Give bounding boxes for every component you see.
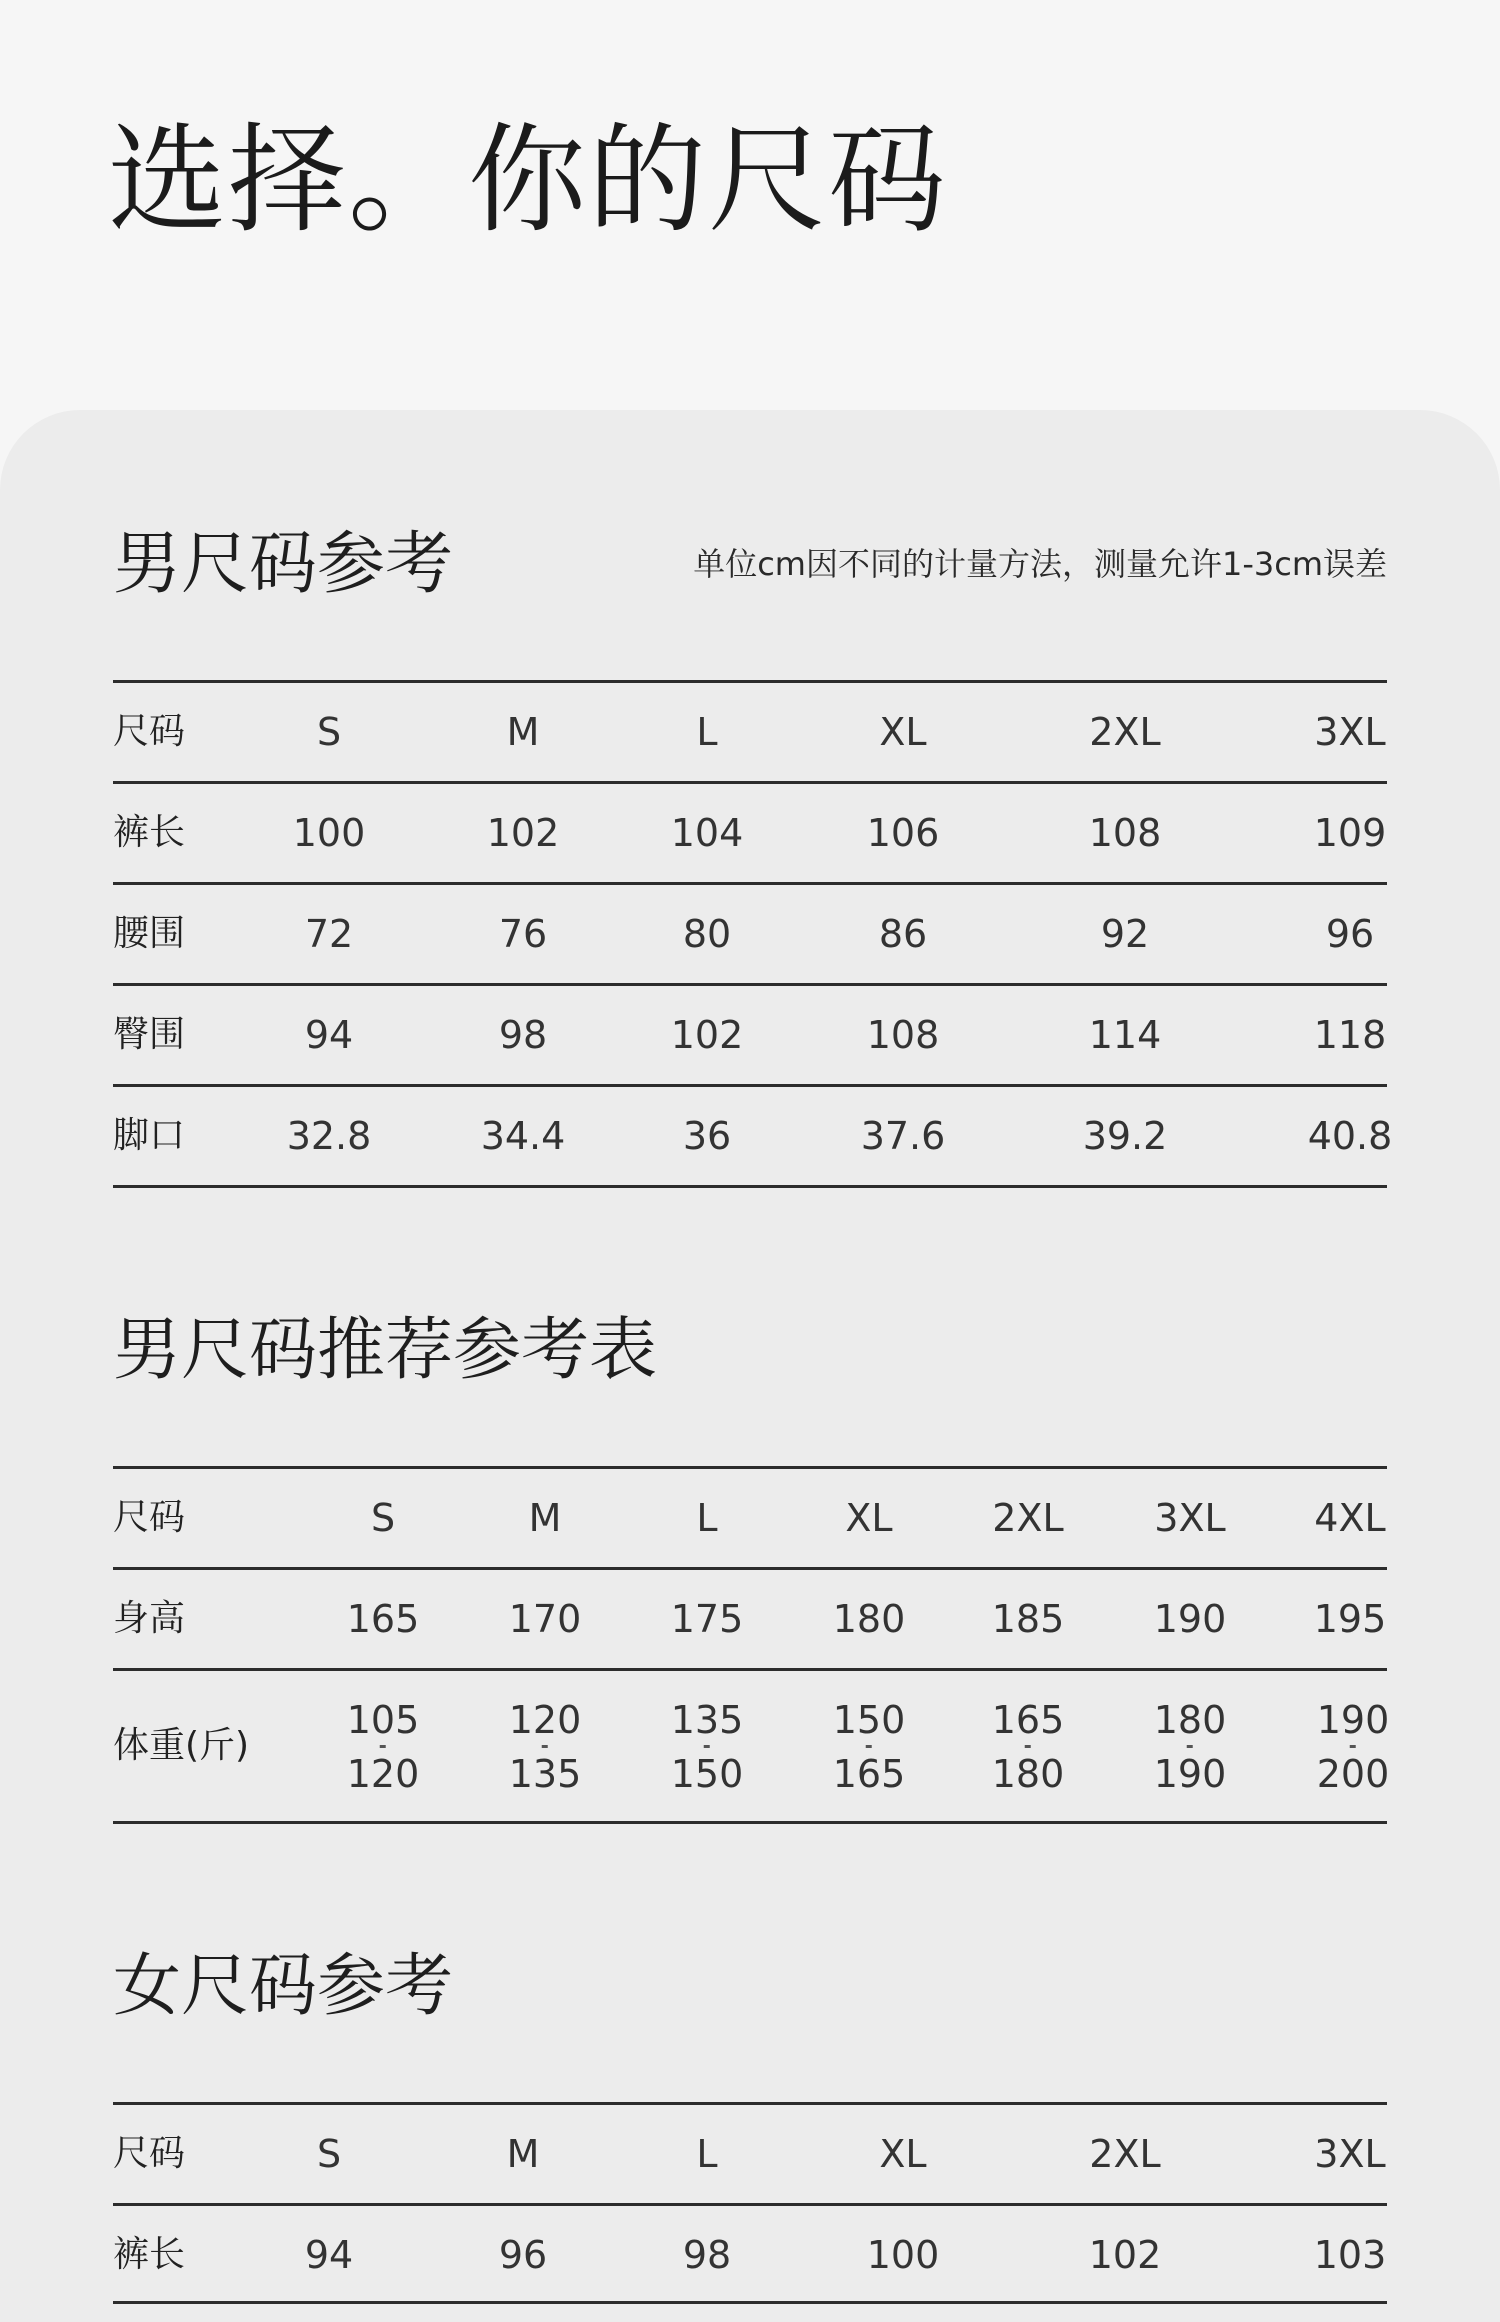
table-header-row bbox=[113, 2102, 1387, 2203]
weight-range bbox=[1154, 1693, 1227, 1801]
table-cell: 109 bbox=[1313, 811, 1387, 855]
table-cell: 195 bbox=[1313, 1597, 1387, 1641]
row-label: 腰围 bbox=[113, 913, 186, 954]
row-label: 脚口 bbox=[113, 1115, 186, 1156]
women-size-title: 女尺码参考 bbox=[113, 1947, 454, 2026]
header-size-m: M bbox=[506, 2132, 540, 2176]
range-dash bbox=[542, 1745, 548, 1748]
page-headline: 选择。你的尺码 bbox=[108, 111, 949, 249]
table-row bbox=[113, 2203, 1387, 2304]
table-cell: 98 bbox=[498, 1013, 548, 1057]
header-size-3xl: 3XL bbox=[1314, 710, 1386, 754]
row-label: 臀围 bbox=[113, 1014, 186, 1055]
table-cell: 94 bbox=[304, 2233, 354, 2277]
row-label: 体重(斤) bbox=[113, 1725, 250, 1766]
header-size-m: M bbox=[528, 1496, 562, 1540]
range-min: 135 bbox=[670, 1698, 744, 1742]
table-cell: 72 bbox=[304, 912, 354, 956]
table-cell: 76 bbox=[498, 912, 548, 956]
range-min: 105 bbox=[346, 1698, 420, 1742]
header-size-2xl: 2XL bbox=[1089, 710, 1161, 754]
header-size-s: S bbox=[316, 710, 342, 754]
men-recommend-title: 男尺码推荐参考表 bbox=[113, 1311, 658, 1390]
range-max: 190 bbox=[1153, 1752, 1227, 1796]
range-dash bbox=[1350, 1745, 1356, 1748]
table-row bbox=[113, 1567, 1387, 1668]
table-cell: 96 bbox=[498, 2233, 548, 2277]
table-cell: 190 bbox=[1153, 1597, 1227, 1641]
table-row bbox=[113, 983, 1387, 1084]
table-cell: 180 bbox=[832, 1597, 906, 1641]
men-size-table bbox=[113, 680, 1393, 1188]
table-cell: 94 bbox=[304, 1013, 354, 1057]
header-label: 尺码 bbox=[113, 2133, 186, 2174]
header-size-s: S bbox=[316, 2132, 342, 2176]
range-max: 165 bbox=[832, 1752, 906, 1796]
weight-range bbox=[347, 1693, 420, 1801]
weight-range bbox=[992, 1693, 1065, 1801]
table-cell: 106 bbox=[866, 811, 940, 855]
range-dash bbox=[1187, 1745, 1193, 1748]
range-max: 180 bbox=[991, 1752, 1065, 1796]
table-cell: 102 bbox=[486, 811, 560, 855]
header-label: 尺码 bbox=[113, 1497, 186, 1538]
header-size-2xl: 2XL bbox=[992, 1496, 1064, 1540]
range-min: 165 bbox=[991, 1698, 1065, 1742]
table-cell: 96 bbox=[1325, 912, 1375, 956]
table-cell: 165 bbox=[346, 1597, 420, 1641]
weight-range bbox=[509, 1693, 582, 1801]
table-row bbox=[113, 1084, 1393, 1188]
table-cell: 118 bbox=[1313, 1013, 1387, 1057]
header-size-l: L bbox=[696, 2132, 718, 2176]
range-min: 190 bbox=[1316, 1698, 1390, 1742]
header-size-3xl: 3XL bbox=[1154, 1496, 1226, 1540]
table-cell: 103 bbox=[1313, 2233, 1387, 2277]
header-size-3xl: 3XL bbox=[1314, 2132, 1386, 2176]
header-label: 尺码 bbox=[113, 711, 186, 752]
table-row bbox=[113, 1668, 1390, 1824]
men-recommend-table bbox=[113, 1466, 1390, 1824]
table-row bbox=[113, 882, 1387, 983]
table-cell: 80 bbox=[682, 912, 732, 956]
header-size-2xl: 2XL bbox=[1089, 2132, 1161, 2176]
range-max: 120 bbox=[346, 1752, 420, 1796]
table-cell: 100 bbox=[866, 2233, 940, 2277]
row-label: 身高 bbox=[113, 1598, 186, 1639]
header-size-s: S bbox=[370, 1496, 396, 1540]
table-cell: 108 bbox=[1088, 811, 1162, 855]
row-label: 裤长 bbox=[113, 2234, 186, 2275]
table-cell: 40.8 bbox=[1307, 1114, 1393, 1158]
table-cell: 86 bbox=[878, 912, 928, 956]
range-dash bbox=[704, 1745, 710, 1748]
table-cell: 114 bbox=[1088, 1013, 1162, 1057]
header-size-xl: XL bbox=[845, 1496, 893, 1540]
range-max: 135 bbox=[508, 1752, 582, 1796]
table-cell: 98 bbox=[682, 2233, 732, 2277]
table-header-row bbox=[113, 1466, 1387, 1567]
range-min: 150 bbox=[832, 1698, 906, 1742]
range-dash bbox=[380, 1745, 386, 1748]
table-cell: 108 bbox=[866, 1013, 940, 1057]
table-cell: 39.2 bbox=[1082, 1114, 1168, 1158]
table-cell: 102 bbox=[1088, 2233, 1162, 2277]
header-size-l: L bbox=[696, 710, 718, 754]
range-min: 180 bbox=[1153, 1698, 1227, 1742]
table-cell: 34.4 bbox=[480, 1114, 566, 1158]
range-max: 150 bbox=[670, 1752, 744, 1796]
table-cell: 170 bbox=[508, 1597, 582, 1641]
women-size-table bbox=[113, 2102, 1387, 2304]
measurement-note: 单位cm因不同的计量方法，测量允许1-3cm误差 bbox=[693, 545, 1387, 583]
weight-range bbox=[1317, 1693, 1390, 1801]
range-min: 120 bbox=[508, 1698, 582, 1742]
table-cell: 185 bbox=[991, 1597, 1065, 1641]
table-cell: 32.8 bbox=[286, 1114, 372, 1158]
table-row bbox=[113, 781, 1387, 882]
table-cell: 37.6 bbox=[860, 1114, 946, 1158]
header-size-l: L bbox=[696, 1496, 718, 1540]
table-header-row bbox=[113, 680, 1387, 781]
table-cell: 92 bbox=[1100, 912, 1150, 956]
range-dash bbox=[1025, 1745, 1031, 1748]
row-label: 裤长 bbox=[113, 812, 186, 853]
range-dash bbox=[866, 1745, 872, 1748]
table-cell: 104 bbox=[670, 811, 744, 855]
table-cell: 102 bbox=[670, 1013, 744, 1057]
table-cell: 36 bbox=[682, 1114, 732, 1158]
table-cell: 175 bbox=[670, 1597, 744, 1641]
header-size-4xl: 4XL bbox=[1314, 1496, 1386, 1540]
range-max: 200 bbox=[1316, 1752, 1390, 1796]
table-cell: 100 bbox=[292, 811, 366, 855]
men-size-title: 男尺码参考 bbox=[113, 525, 454, 604]
header-size-xl: XL bbox=[879, 2132, 927, 2176]
weight-range bbox=[671, 1693, 744, 1801]
header-size-xl: XL bbox=[879, 710, 927, 754]
weight-range bbox=[833, 1693, 906, 1801]
header-size-m: M bbox=[506, 710, 540, 754]
